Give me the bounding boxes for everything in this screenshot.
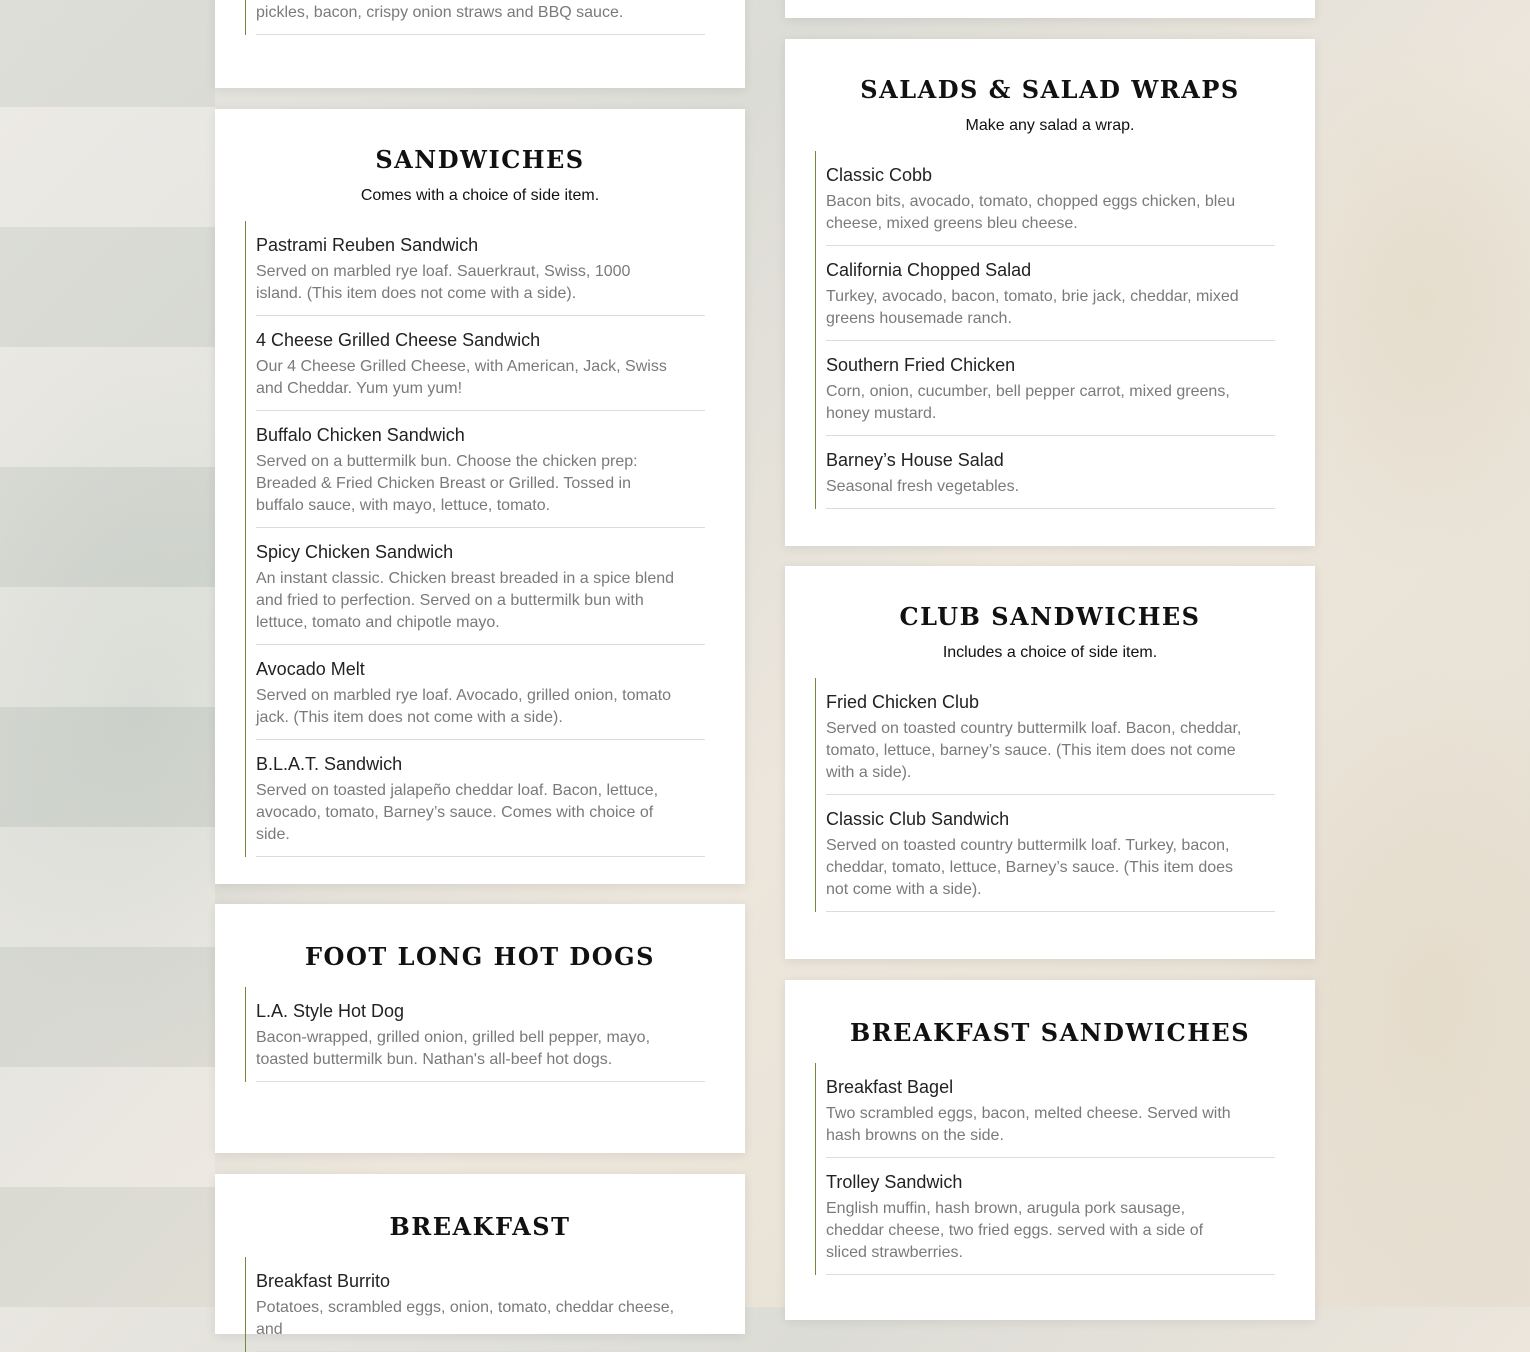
section-title: SANDWICHES (375, 145, 585, 174)
menu-item (256, 740, 705, 857)
menu-item (826, 1158, 1275, 1275)
section-title: BREAKFAST SANDWICHES (849, 1018, 1251, 1047)
menu-item-description: Potatoes, scrambled eggs, onion, tomato, cheddar cheese, and (256, 1299, 675, 1338)
menu-card-breakfast-sandwiches (785, 980, 1315, 1320)
menu-card-partial-top-right (785, 0, 1315, 18)
menu-item-name: Avocado Melt (256, 659, 365, 679)
menu-items-list (245, 0, 705, 35)
section-title: CLUB SANDWICHES (899, 602, 1201, 631)
menu-item-description: Served on a buttermilk bun. Choose the chicken prep: Breaded & Fried Chicken Breast or Grilled. Tossed in buffalo sauce, with mayo, lettuce, tomato. (256, 453, 638, 514)
section-subtitle: Comes with a choice of side item. (360, 187, 600, 204)
menu-item (826, 436, 1275, 509)
menu-item-description: English muffin, hash brown, arugula pork sausage, cheddar cheese, two fried eggs. served with a side of sliced strawberries. (826, 1200, 1204, 1261)
menu-item (256, 411, 705, 528)
menu-items-list (245, 987, 705, 1082)
menu-item-name: Trolley Sandwich (826, 1172, 963, 1192)
menu-item (256, 0, 705, 35)
menu-item (826, 678, 1275, 795)
menu-card-club-sandwiches (785, 566, 1315, 959)
menu-item-description: Our 4 Cheese Grilled Cheese, with American, Jack, Swiss and Cheddar. Yum yum yum! (256, 358, 667, 397)
menu-item-name: 4 Cheese Grilled Cheese Sandwich (256, 330, 541, 350)
menu-item-description: Corn, onion, cucumber, bell pepper carrot, mixed greens, honey mustard. (826, 383, 1230, 422)
menu-item-description: Seasonal fresh vegetables. (826, 478, 1020, 495)
menu-item (256, 645, 705, 740)
menu-item-description: Two scrambled eggs, bacon, melted cheese. Served with hash browns on the side. (826, 1105, 1231, 1144)
menu-item-name: Spicy Chicken Sandwich (256, 542, 454, 562)
menu-item (256, 987, 705, 1082)
menu-item (826, 795, 1275, 912)
menu-item (256, 528, 705, 645)
section-subtitle: Includes a choice of side item. (942, 644, 1158, 661)
menu-card-sandwiches (215, 109, 745, 884)
menu-card-breakfast (215, 1174, 745, 1338)
menu-item-name: Breakfast Burrito (256, 1271, 391, 1291)
menu-item-description: Served on toasted jalapeño cheddar loaf. Bacon, lettuce, avocado, tomato, Barney’s sauce. Comes with choice of side. (256, 782, 659, 843)
menu-item (826, 246, 1275, 341)
menu-item-name: Buffalo Chicken Sandwich (256, 425, 465, 445)
menu-items-list (815, 1063, 1275, 1275)
menu-item (826, 151, 1275, 246)
menu-item-name: California Chopped Salad (826, 260, 1032, 280)
menu-item (826, 1063, 1275, 1158)
menu-item-description: Served on marbled rye loaf. Sauerkraut, Swiss, 1000 island. (This item does not come with a side). (256, 263, 631, 302)
section-subtitle: Make any salad a wrap. (965, 117, 1135, 134)
menu-card-hot-dogs (215, 904, 745, 1153)
menu-item-description: Bacon bits, avocado, tomato, chopped eggs chicken, bleu cheese, mixed greens bleu cheese. (826, 193, 1236, 232)
section-title: SALADS & SALAD WRAPS (860, 75, 1240, 104)
menu-item-name: Barney’s House Salad (826, 450, 1004, 470)
menu-item-description: Served on marbled rye loaf. Avocado, grilled onion, tomato jack. (This item does not come with a side). (256, 687, 672, 726)
menu-item-name: B.L.A.T. Sandwich (256, 754, 403, 774)
menu-item-name: Classic Club Sandwich (826, 809, 1010, 829)
background-image (0, 0, 215, 1307)
menu-item-description: Turkey, avocado, bacon, tomato, brie jack, cheddar, mixed greens housemade ranch. (826, 288, 1239, 327)
menu-item-description: Served on toasted country buttermilk loaf. Bacon, cheddar, tomato, lettuce, barney’s sauce. (This item does not come with a side). (826, 720, 1242, 781)
menu-item (256, 221, 705, 316)
menu-item-description: An instant classic. Chicken breast breaded in a spice blend and fried to perfection. Served on a buttermilk bun with lettuce, tomato and chipotle mayo. (256, 570, 675, 631)
menu-items-list (245, 1257, 705, 1352)
menu-item-description: Served on toasted country buttermilk loaf. Turkey, bacon, cheddar, tomato, lettuce, Barney’s sauce. (This item does not come with a side). (826, 837, 1234, 898)
menu-item-name: Breakfast Bagel (826, 1077, 954, 1097)
menu-item-name: Classic Cobb (826, 165, 933, 185)
menu-item (256, 316, 705, 411)
menu-card-partial-top (215, 0, 745, 88)
menu-item (826, 341, 1275, 436)
section-title: FOOT LONG HOT DOGS (305, 942, 655, 971)
menu-card-salads (785, 39, 1315, 546)
section-title: BREAKFAST (389, 1212, 571, 1241)
menu-item-name: Southern Fried Chicken (826, 355, 1016, 375)
menu-items-list (245, 221, 705, 857)
menu-item-description: Bacon-wrapped, grilled onion, grilled bell pepper, mayo, toasted buttermilk bun. Nathan's all-beef hot dogs. (256, 1029, 651, 1068)
menu-items-list (815, 678, 1275, 912)
menu-item (256, 1257, 705, 1352)
menu-item-name: Fried Chicken Club (826, 692, 980, 712)
menu-item-name: Pastrami Reuben Sandwich (256, 235, 479, 255)
menu-item-description: pickles, bacon, crispy onion straws and BBQ sauce. (256, 4, 624, 21)
menu-items-list (815, 151, 1275, 509)
menu-item-name: L.A. Style Hot Dog (256, 1001, 405, 1021)
